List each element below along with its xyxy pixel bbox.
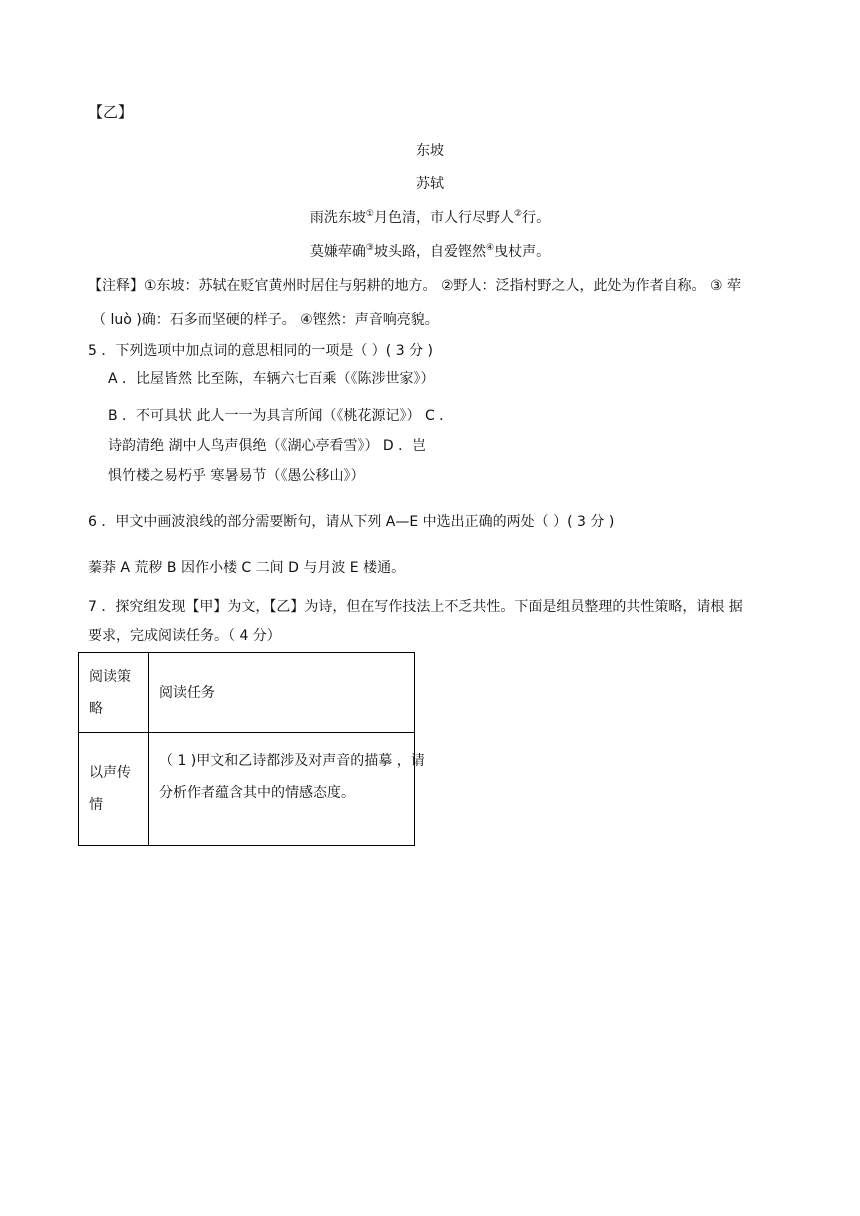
poem-line-2-part-b: 坡头路，自爱铿然 xyxy=(374,244,486,260)
poem-line-1-part-a: 雨洗东坡 xyxy=(309,210,366,226)
row-strategy-line-2: 情 xyxy=(89,797,103,813)
row-strategy-cell xyxy=(79,733,149,846)
poem-title: 东坡 xyxy=(416,143,444,159)
row-task-line-1: （ 1 )甲文和乙诗都涉及对声音的描摹 ，请 xyxy=(159,753,425,769)
header-task-cell xyxy=(149,653,415,733)
header-strategy-cell xyxy=(79,653,149,733)
row-strategy-line-1: 以声传 xyxy=(89,765,131,781)
reading-task-table xyxy=(78,652,425,846)
poem-author: 苏轼 xyxy=(416,176,444,192)
poem-line-1-part-c: 行。 xyxy=(522,210,551,226)
question-5-option-d: 惧竹楼之易朽乎 寒暑易节（《愚公移山》） xyxy=(108,468,365,484)
question-6-stem: 6 ．甲文中画波浪线的部分需要断句，请从下列 A—E 中选出正确的两处（ ）( 3 分 ) xyxy=(88,514,615,530)
question-5-option-b: B ．不可具状 此人一一为具言所闻（《桃花源记》） C ． xyxy=(108,408,454,424)
question-5-option-c: 诗韵清绝 湖中人鸟声俱绝（《湖心亭看雪》） D ．岂 xyxy=(108,438,427,454)
table-header-row xyxy=(79,653,415,733)
footnote-marker-3: ③ xyxy=(365,243,374,253)
question-6-text: 蓁莽 A 荒秽 B 因作小楼 C 二间 D 与月波 E 楼通。 xyxy=(88,560,406,576)
row-task-cell xyxy=(149,733,425,846)
row-task-line-2: 分析作者蕴含其中的情感态度。 xyxy=(159,785,355,801)
poem-line-2 xyxy=(0,243,860,261)
question-5-option-a: A ．比屋皆然 比至陈，车辆六七百乘（《陈涉世家》） xyxy=(108,371,435,387)
footnote-marker-1: ① xyxy=(365,209,374,219)
header-task-text: 阅读任务 xyxy=(159,684,215,701)
footnote-marker-4: ④ xyxy=(486,243,495,253)
poem-line-1 xyxy=(0,209,860,227)
table-row xyxy=(79,733,415,846)
notes-line-1: 【注释】①东坡：苏轼在贬官黄州时居住与躬耕的地方。 ②野人：泛指村野之人，此处为作者自称。 ③ 荦 xyxy=(88,278,742,294)
question-7-line-2: 要求，完成阅读任务。（ 4 分） xyxy=(88,628,281,644)
notes-line-2: （ luò )确：石多而坚硬的样子。 ④铿然：声音响亮貌。 xyxy=(92,312,439,328)
header-strategy-line-2: 略 xyxy=(89,700,103,717)
header-strategy-line-1: 阅读策 xyxy=(89,668,131,685)
poem-line-2-part-a: 莫嫌荦确 xyxy=(309,244,366,260)
poem-line-2-part-c: 曳杖声。 xyxy=(494,244,551,260)
question-7-line-1: 7 ．探究组发现【甲】为文，【乙】为诗，但在写作技法上不乏共性。下面是组员整理的共性策略，请根 据 xyxy=(88,599,743,615)
question-5-stem: 5 ．下列选项中加点词的意思相同的一项是（ ）( 3 分 ) xyxy=(88,343,433,359)
section-label: 【乙】 xyxy=(88,103,134,121)
footnote-marker-2: ② xyxy=(514,209,523,219)
poem-line-1-part-b: 月色清，市人行尽野人 xyxy=(374,210,514,226)
